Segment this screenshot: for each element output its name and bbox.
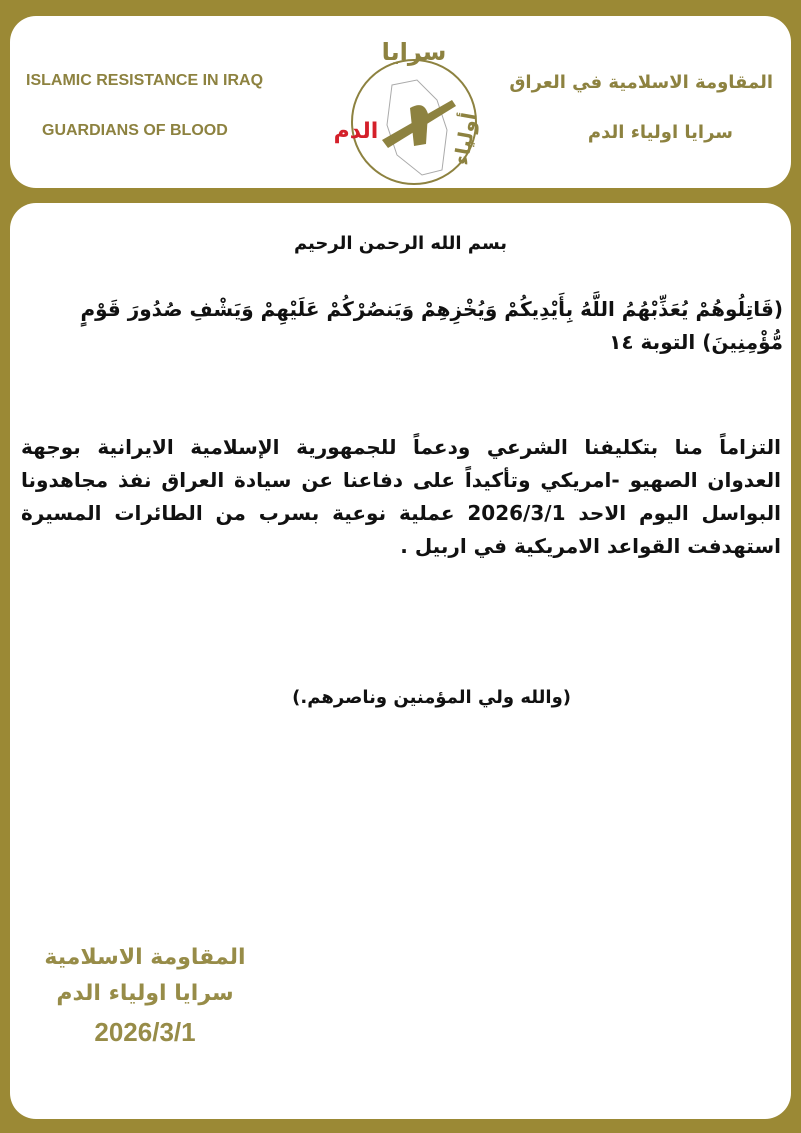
english-org-name: ISLAMIC RESISTANCE IN IRAQ [26,72,264,89]
arabic-group-name: سرايا اولياء الدم [587,122,733,143]
logo-emblem-icon [322,30,502,195]
english-group-name: GUARDIANS OF BLOOD [42,122,228,139]
group-logo [322,30,502,195]
arabic-org-name: المقاومة الاسلامية في العراق [509,72,773,93]
signature-group: سرايا اولياء الدم [56,981,234,1006]
svg-text:الدم: الدم [333,119,379,144]
svg-text:أولياء: أولياء [448,110,482,167]
closing-phrase: (والله ولي المؤمنين وناصرهم.) [292,687,571,708]
quran-verse: (قَاتِلُوهُمْ يُعَذِّبْهُمُ اللَّهُ بِأَيْدِيكُمْ وَيُخْزِهِمْ وَيَنصُرْكُمْ عَلَيْهِمْ وَيَشْفِ صُدُورَ قَوْمٍ مُّؤْمِنِينَ) التوبة ١٤ [80,297,783,354]
logo-text-top: سرايا [381,38,447,66]
statement-paragraph: التزاماً منا بتكليفنا الشرعي ودعماً للجمهورية الإسلامية الايرانية بوجهة العدوان الصهيو -امريكي وتأكيداً على دفاعنا عن سيادة العراق نفذ مجاهدونا البواسل اليوم الاحد 2026/3/1 عملية نوعية بسرب من الطائرات المسيرة استهدفت القواعد الامريكية في اربيل . [21,435,781,558]
basmala: بسم الله الرحمن الرحيم [293,233,508,254]
signature-org: المقاومة الاسلامية [44,945,246,970]
signature-date: 2026/3/1 [94,1017,196,1047]
statement-body [10,203,791,1119]
letterhead [10,16,791,188]
